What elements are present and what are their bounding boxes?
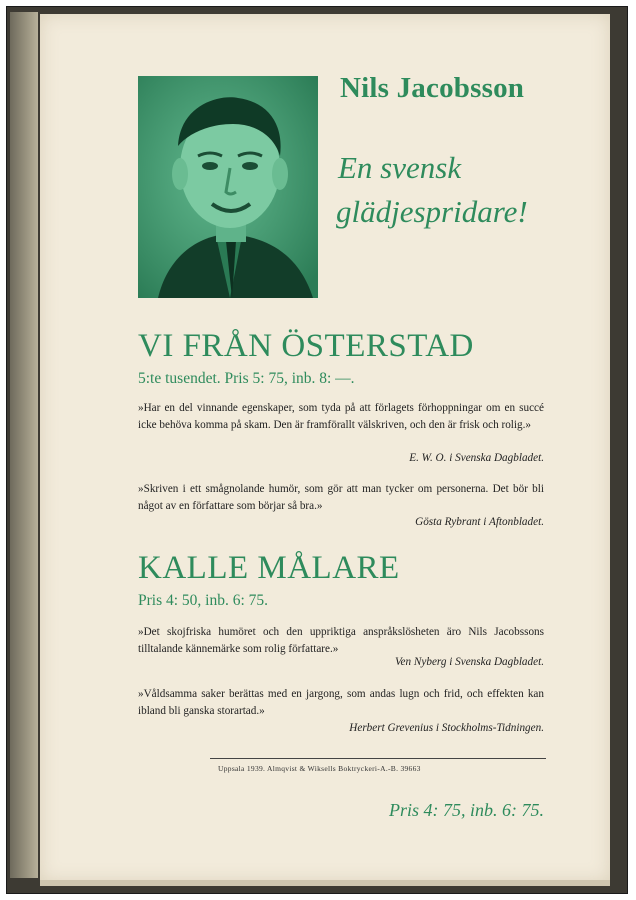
tagline-line-1: En svensk <box>338 150 462 185</box>
book-spine <box>10 12 38 878</box>
book-price: 5:te tusendet. Pris 5: 75, inb. 8: —. <box>138 370 355 387</box>
book-price: Pris 4: 50, inb. 6: 75. <box>138 592 269 609</box>
review-source: Ven Nyberg i Svenska Dagbladet. <box>394 656 544 668</box>
review-quote: »Det skojfriska humöret och den uppriktiga anspråkslösheten äro Nils Jacobssons tilltalande kännemärke som rolig författare.» <box>138 626 544 655</box>
tagline <box>338 146 528 234</box>
review-source: Herbert Grevenius i Stockholms-Tidningen. <box>349 722 544 734</box>
author-name: Nils Jacobsson <box>340 72 525 104</box>
book-title: VI FRÅN ÖSTERSTAD <box>138 328 474 364</box>
portrait-icon <box>138 76 318 298</box>
divider <box>210 758 546 759</box>
book-title: KALLE MÅLARE <box>138 550 400 586</box>
page-edge <box>40 880 610 886</box>
back-cover <box>40 14 610 882</box>
review-quote: »Skriven i ett smågnolande humör, som gör att man tycker om personerna. Det bör bli något av en författare som börjar så bra.» <box>138 483 544 512</box>
review-source: Gösta Rybrant i Aftonbladet. <box>415 516 544 528</box>
review-quote: »Har en del vinnande egenskaper, som tyda på att förlagets förhoppningar om en succé icke behöva komma på skam. Den är framförallt välskriven, och den är frisk och rolig.» <box>138 402 544 431</box>
tagline-line-2: glädjespridare! <box>336 194 528 229</box>
review-quote: »Våldsamma saker berättas med en jargong, som andas lugn och frid, och effekten kan ibland bli ganska storartad.» <box>138 688 544 717</box>
bottom-price: Pris 4: 75, inb. 6: 75. <box>389 800 544 820</box>
printer-imprint: Uppsala 1939. Almqvist & Wiksells Boktryckeri-A.-B. 39663 <box>218 764 421 773</box>
review-source: E. W. O. i Svenska Dagbladet. <box>409 452 544 464</box>
author-portrait <box>138 76 318 298</box>
